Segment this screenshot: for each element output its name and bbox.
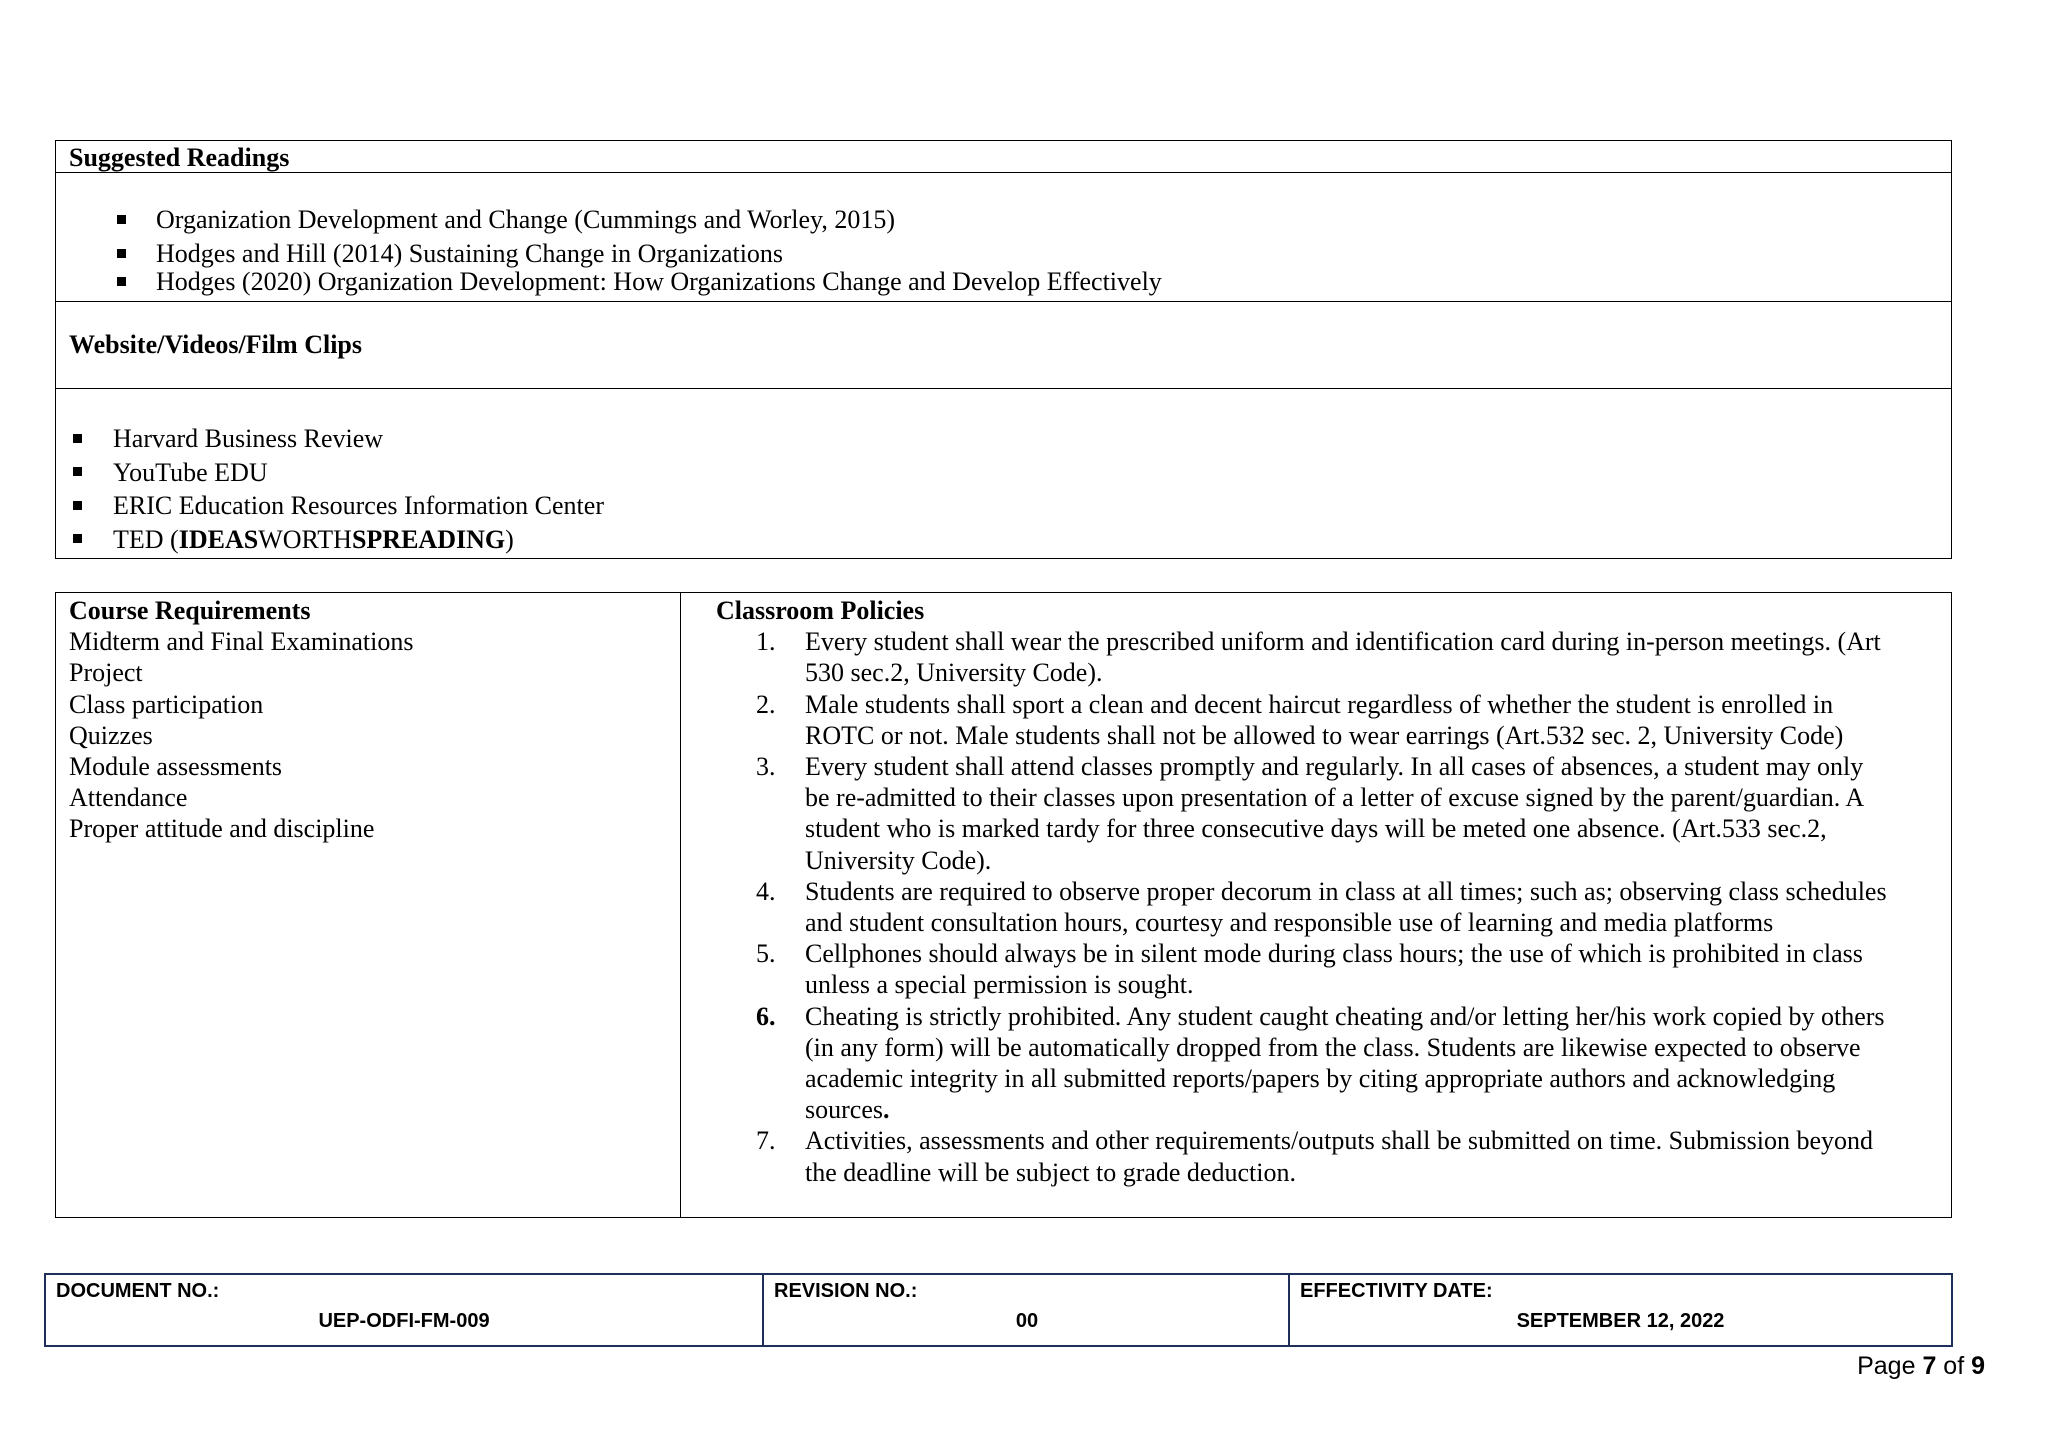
readings-table — [55, 140, 1952, 559]
policy-line: be re-admitted to their classes upon presentation of a letter of excuse signed by the parent/guardian. A — [805, 783, 1865, 813]
policy-line-tail: . — [882, 1095, 890, 1125]
list-item: ERIC Education Resources Information Center — [56, 489, 604, 523]
policy-line: and student consultation hours, courtesy and responsible use of learning and media platforms — [805, 908, 1774, 938]
square-bullet-icon — [73, 434, 82, 443]
policy-number: 4. — [756, 876, 776, 906]
policy-line: Activities, assessments and other requirements/outputs shall be submitted on time. Submission beyond — [805, 1126, 1874, 1156]
requirement-item: Class participation — [69, 689, 264, 719]
list-item: Hodges and Hill (2014) Sustaining Change in Organizations — [56, 237, 1162, 271]
document-no-label: DOCUMENT NO.: — [56, 1280, 220, 1302]
ted-prefix: TED ( — [113, 524, 179, 554]
ted-ideas: IDEAS — [178, 524, 259, 554]
square-bullet-icon — [117, 277, 126, 286]
list-item: Hodges (2020) Organization Development: How Organizations Change and Develop Effectively — [56, 267, 1162, 296]
suggested-readings-heading: Suggested Readings — [69, 143, 290, 172]
requirement-item: Attendance — [69, 783, 188, 813]
requirement-item: Project — [69, 658, 143, 688]
policy-line: Students are required to observe proper decorum in class at all times; such as; observing class schedules — [805, 876, 1887, 906]
document-no-cell — [46, 1275, 762, 1345]
website-videos-heading: Website/Videos/Film Clips — [69, 330, 362, 359]
list-item: YouTube EDU — [56, 456, 604, 490]
policy-line: unless a special permission is sought. — [805, 970, 1194, 1000]
document-control-footer — [44, 1273, 1953, 1347]
policy-line: University Code). — [805, 845, 992, 875]
policy-line: Every student shall wear the prescribed uniform and identification card during in-person meetings. (Art — [805, 627, 1881, 657]
classroom-policies-heading: Classroom Policies — [716, 596, 925, 625]
policy-line: (in any form) will be automatically dropped from the class. Students are likewise expected to observe — [805, 1032, 1861, 1062]
list-item: Organization Development and Change (Cummings and Worley, 2015) — [56, 203, 1162, 237]
policy-item — [716, 751, 1948, 876]
revision-no-label: REVISION NO.: — [774, 1280, 918, 1302]
square-bullet-icon — [117, 249, 126, 258]
square-bullet-icon — [73, 534, 82, 543]
policy-item — [716, 1125, 1948, 1187]
policy-line: 530 sec.2, University Code). — [805, 658, 1103, 688]
square-bullet-icon — [73, 467, 82, 476]
column-divider — [680, 593, 681, 1217]
policy-line-text: sources — [805, 1095, 883, 1125]
ted-worth: WORTH — [258, 524, 352, 554]
course-requirements-heading: Course Requirements — [69, 596, 311, 625]
requirement-item: Module assessments — [69, 752, 283, 782]
row-divider — [56, 301, 1951, 302]
classroom-policies-cell — [716, 595, 1948, 1188]
policy-line: ROTC or not. Male students shall not be allowed to wear earrings (Art.532 sec. 2, University Code) — [805, 720, 1844, 750]
policy-line: student who is marked tardy for three consecutive days will be meted one absence. (Art.533 sec.2, — [805, 814, 1827, 844]
policy-item — [716, 938, 1948, 1000]
policy-number: 1. — [756, 627, 776, 657]
effectivity-date-value: SEPTEMBER 12, 2022 — [1516, 1310, 1725, 1332]
policy-item — [716, 689, 1948, 751]
page-prefix: Page — [1857, 1352, 1923, 1380]
policy-line: Male students shall sport a clean and decent haircut regardless of whether the student is enrolled in — [805, 689, 1834, 719]
document-no-value: UEP-ODFI-FM-009 — [318, 1310, 490, 1332]
policy-item — [716, 876, 1948, 938]
page-middle: of — [1936, 1352, 1972, 1380]
page-number — [1857, 1352, 1985, 1381]
policy-line — [805, 1094, 1948, 1125]
policy-list — [716, 626, 1948, 1188]
ted-suffix: ) — [505, 524, 514, 554]
policy-line: the deadline will be subject to grade deduction. — [805, 1157, 1296, 1187]
suggested-readings-list — [56, 203, 1162, 296]
policy-number: 3. — [756, 752, 776, 782]
policy-number: 7. — [756, 1126, 776, 1156]
requirement-item: Proper attitude and discipline — [69, 814, 375, 844]
square-bullet-icon — [73, 501, 82, 510]
list-item: Harvard Business Review — [56, 422, 604, 456]
row-divider — [56, 172, 1951, 173]
ted-spreading: SPREADING — [351, 524, 506, 554]
square-bullet-icon — [117, 215, 126, 224]
policy-line: Cellphones should always be in silent mode during class hours; the use of which is prohibited in class — [805, 939, 1863, 969]
revision-no-cell — [762, 1275, 1290, 1345]
requirement-item: Midterm and Final Examinations — [69, 627, 414, 657]
policy-item — [716, 626, 1948, 688]
requirement-item: Quizzes — [69, 720, 153, 750]
list-item — [56, 523, 604, 557]
row-divider — [56, 388, 1951, 389]
effectivity-date-cell — [1288, 1275, 1951, 1345]
policy-number: 5. — [756, 939, 776, 969]
revision-no-value: 00 — [1015, 1310, 1039, 1332]
policy-number: 2. — [756, 689, 776, 719]
course-requirements-cell — [69, 595, 413, 845]
page-current: 7 — [1922, 1352, 1937, 1380]
policy-item — [716, 1001, 1948, 1126]
policy-line: academic integrity in all submitted reports/papers by citing appropriate authors and acknowledging — [805, 1064, 1836, 1094]
policy-line: Every student shall attend classes promptly and regularly. In all cases of absences, a student may only — [805, 752, 1864, 782]
page-total: 9 — [1971, 1352, 1985, 1380]
effectivity-date-label: EFFECTIVITY DATE: — [1300, 1280, 1493, 1302]
websites-list — [56, 422, 604, 556]
requirements-policies-table — [55, 592, 1952, 1218]
policy-line: Cheating is strictly prohibited. Any student caught cheating and/or letting her/his work copied by others — [805, 1001, 1885, 1031]
policy-number: 6. — [756, 1001, 776, 1031]
